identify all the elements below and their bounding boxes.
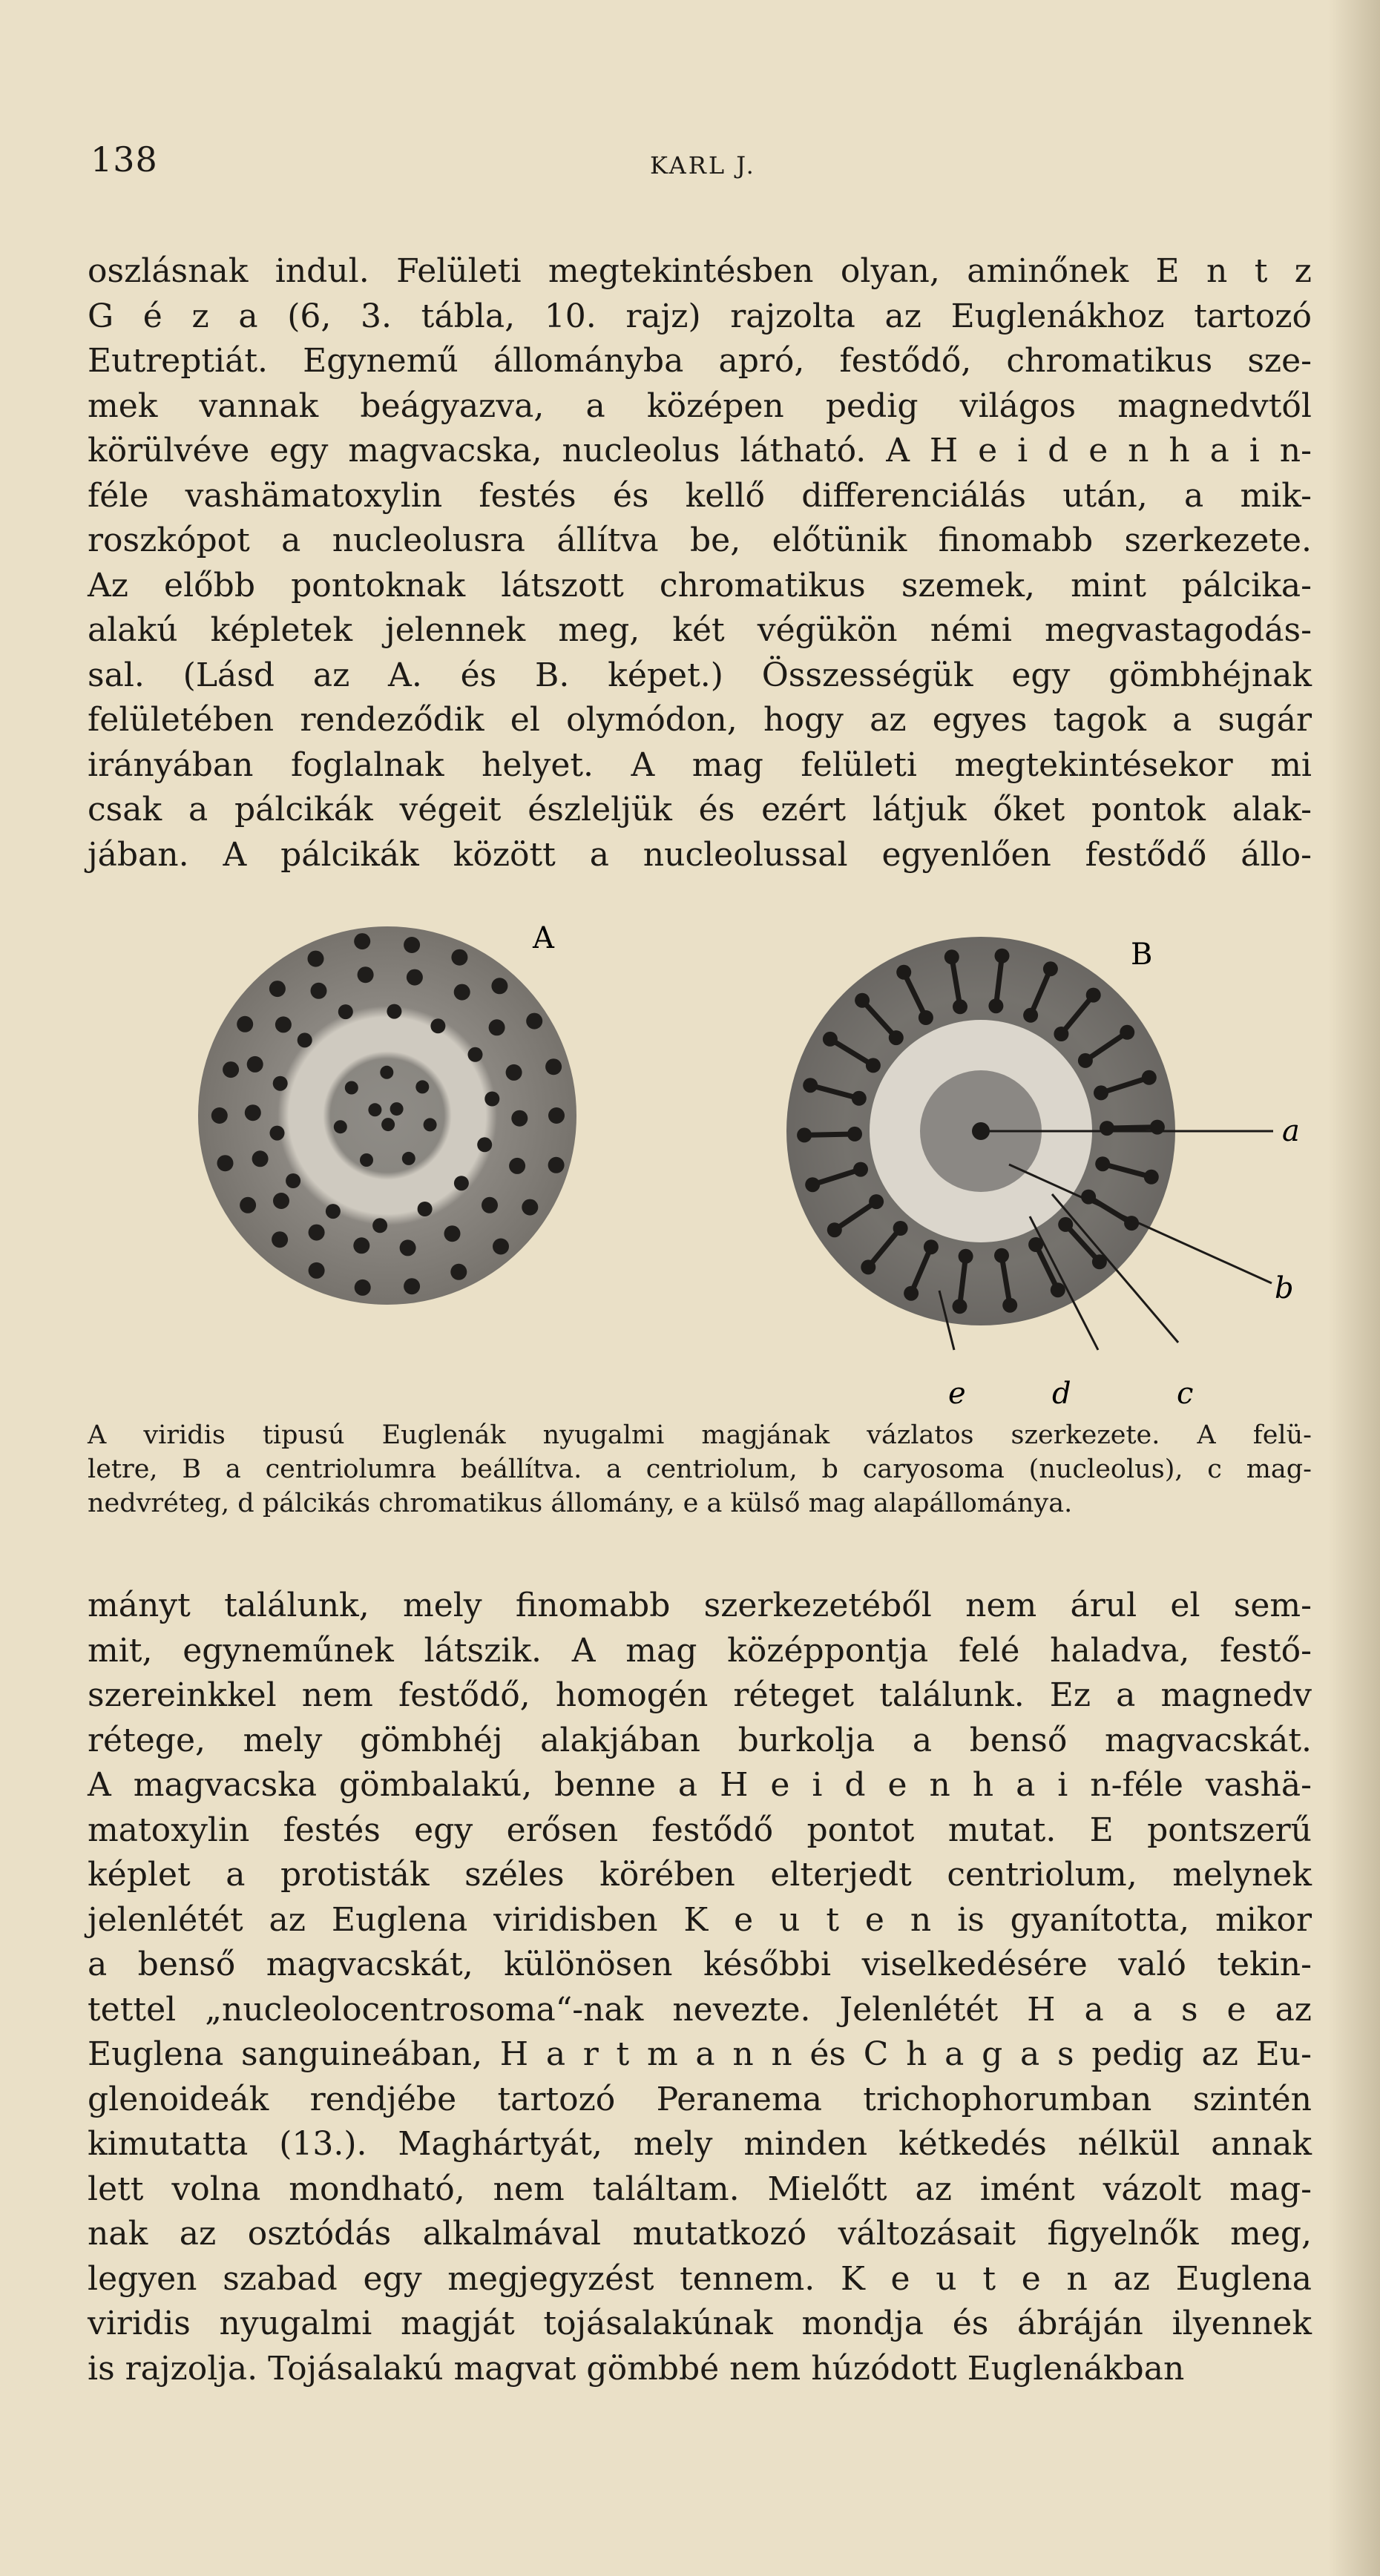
chromatin-dot: [355, 1279, 371, 1296]
rod-end-thickening: [953, 999, 967, 1014]
figure-caption: [88, 1418, 1312, 1521]
chromatin-dot: [415, 1080, 429, 1093]
rod-end-thickening: [959, 1249, 973, 1264]
chromatin-dot: [526, 1013, 542, 1030]
chromatin-dot: [404, 1278, 420, 1294]
page-number: 138: [91, 139, 158, 179]
pointer-label-b: b: [1275, 1271, 1294, 1305]
text-line: roszkópot a nucleolusra állítva be, előtünik finomabb szerkezete.: [88, 521, 1312, 559]
chromatin-dot: [326, 1204, 341, 1219]
chromatin-dot: [298, 1032, 312, 1047]
chromatin-dot: [372, 1218, 387, 1233]
chromatin-dot: [444, 1225, 461, 1242]
chromatin-dot: [468, 1047, 483, 1062]
rod-end-thickening: [1120, 1025, 1134, 1040]
chromatin-dot: [309, 1262, 325, 1279]
text-line: mek vannak beágyazva, a középen pedig világos magnedvtől: [88, 386, 1312, 425]
rod-end-thickening: [1094, 1085, 1108, 1100]
rod-end-thickening: [1095, 1156, 1110, 1171]
chromatin-dot: [404, 937, 420, 953]
chromatin-dot: [506, 1064, 522, 1081]
chromatin-dot: [334, 1120, 347, 1133]
chromatin-dot: [217, 1155, 234, 1171]
rod-end-thickening: [866, 1058, 881, 1073]
chromatin-dot: [522, 1199, 538, 1216]
text-line: lett volna mondható, nem találtam. Mielőtt az imént vázolt mag-: [88, 2170, 1312, 2208]
rod-end-thickening: [1086, 988, 1101, 1003]
text-line: is rajzolja. Tojásalakú magvat gömbbé nem húzódott Euglenákban: [88, 2349, 1185, 2388]
chromatin-dot: [345, 1081, 358, 1095]
rod-end-thickening: [944, 949, 959, 964]
text-line: oszlásnak indul. Felületi megtekintésben olyan, aminőnek E n t z: [88, 252, 1312, 290]
rod-end-thickening: [805, 1177, 820, 1192]
chromatin-dot: [402, 1152, 415, 1165]
text-line: mányt találunk, mely finomabb szerkezetéből nem árul el sem-: [88, 1587, 1312, 1624]
rod-end-thickening: [1144, 1170, 1159, 1185]
chromatin-dot: [418, 1202, 433, 1216]
text-line: a benső magvacskát, különösen későbbi viselkedésére való tekin-: [88, 1946, 1312, 1983]
rod-end-thickening: [1002, 1298, 1017, 1313]
rod-end-thickening: [1150, 1120, 1165, 1135]
text-line: A magvacska gömbalakú, benne a H e i d e n h a i n-féle vashä-: [88, 1766, 1312, 1804]
text-line: kimutatta (13.). Maghártyát, mely minden kétkedés nélkül annak: [88, 2125, 1312, 2163]
chromatin-dot: [338, 1004, 353, 1019]
text-line: képlet a protisták széles körében elterjedt centriolum, melynek: [88, 1856, 1312, 1894]
rod-end-thickening: [852, 1091, 867, 1106]
text-line: viridis nyugalmi magját tojásalakúnak mondja és ábráján ilyennek: [88, 2305, 1312, 2342]
rod-end-thickening: [855, 993, 870, 1008]
text-line: féle vashämatoxylin festés és kellő differenciálás után, a mik-: [88, 476, 1312, 515]
chromatin-dot: [477, 1137, 492, 1152]
nucleus-figure: [88, 905, 1312, 1417]
chromatin-dot: [286, 1173, 300, 1188]
text-line: legyen szabad egy megjegyzést tennem. K e u t e n az Euglena: [88, 2259, 1312, 2298]
rod-end-thickening: [823, 1032, 838, 1047]
chromatin-rod: [1107, 1127, 1157, 1129]
text-line: matoxylin festés egy erősen festődő pontot mutat. E pontszerű: [88, 1811, 1312, 1849]
rod-end-thickening: [847, 1127, 862, 1142]
rod-end-thickening: [869, 1194, 884, 1209]
rod-end-thickening: [988, 998, 1003, 1013]
chromatin-dot: [390, 1102, 404, 1116]
chromatin-dot: [400, 1239, 416, 1256]
text-line: alakú képletek jelennek meg, két végükön némi megvastagodás-: [88, 611, 1312, 649]
rod-end-thickening: [919, 1010, 933, 1025]
rod-end-thickening: [953, 1299, 967, 1314]
rod-end-thickening: [1100, 1121, 1114, 1136]
text-line: körülvéve egy magvacska, nucleolus látható. A H e i d e n h a i n-: [88, 432, 1312, 470]
rod-end-thickening: [861, 1259, 875, 1274]
chromatin-rod: [804, 1134, 855, 1136]
chromatin-dot: [309, 1225, 325, 1241]
pointer-label-a: a: [1282, 1114, 1300, 1148]
text-line: glenoideák rendjébe tartozó Peranema trichophorumban szintén: [88, 2080, 1312, 2118]
text-line: rétege, mely gömbhéj alakjában burkolja a benső magvacskát.: [88, 1721, 1312, 1759]
chromatin-dot: [454, 984, 470, 1001]
paragraph-2: [88, 1584, 1312, 2391]
chromatin-dot: [451, 949, 467, 966]
chromatin-dot: [270, 1126, 285, 1141]
chromatin-dot: [511, 1110, 528, 1127]
rod-end-thickening: [994, 1248, 1009, 1263]
page-edge-shadow: [1328, 0, 1380, 2576]
pointer-label-d: d: [1052, 1377, 1071, 1411]
text-line: sal. (Lásd az A. és B. képet.) Összességük egy gömbhéjnak: [88, 656, 1312, 694]
chromatin-dot: [269, 981, 286, 997]
running-head: KARL J.: [650, 151, 756, 179]
chromatin-dot: [358, 966, 374, 983]
chromatin-dot: [381, 1118, 395, 1131]
chromatin-dot: [484, 1092, 499, 1107]
text-line: csak a pálcikák végeit észleljük és ezért látjuk őket pontok alak-: [88, 791, 1312, 829]
rod-end-thickening: [1023, 1008, 1038, 1023]
text-line: Az előbb pontoknak látszott chromatikus szemek, mint pálcika-: [88, 566, 1312, 605]
rod-end-thickening: [1058, 1217, 1073, 1232]
chromatin-dot: [368, 1103, 381, 1116]
text-line: jában. A pálcikák között a nucleolussal egyenlően festődő állo-: [88, 835, 1312, 874]
text-line: szereinkkel nem festődő, homogén réteget találunk. Ez a magnedv: [88, 1676, 1312, 1714]
rod-end-thickening: [797, 1127, 812, 1142]
chromatin-dot: [450, 1264, 467, 1280]
chromatin-dot: [353, 1237, 369, 1254]
rod-end-thickening: [1054, 1027, 1068, 1041]
chromatin-dot: [275, 1016, 292, 1032]
caption-line: nedvréteg, d pálcikás chromatikus állomány, e a külső mag alapállománya.: [88, 1489, 1073, 1518]
chromatin-dot: [482, 1197, 498, 1213]
rod-end-thickening: [904, 1286, 919, 1301]
text-line: G é z a (6, 3. tábla, 10. rajz) rajzolta az Euglenákhoz tartozó: [88, 297, 1312, 335]
text-line: nak az osztódás alkalmával mutatkozó változásait figyelnők meg,: [88, 2215, 1312, 2253]
text-line: irányában foglalnak helyet. A mag felületi megtekintésekor mi: [88, 745, 1312, 784]
chromatin-dot: [308, 951, 324, 967]
chromatin-dot: [489, 1019, 505, 1035]
chromatin-dot: [491, 978, 507, 994]
caption-line: letre, B a centriolumra beállítva. a centriolum, b caryosoma (nucleolus), c mag-: [88, 1455, 1312, 1484]
nucleus-diagram: [88, 905, 1312, 1417]
text-line: jelenlétét az Euglena viridisben K e u t e n is gyanította, mikor: [88, 1900, 1312, 1939]
chromatin-dot: [387, 1004, 401, 1019]
chromatin-dot: [430, 1018, 445, 1033]
chromatin-dot: [545, 1058, 562, 1075]
chromatin-dot: [273, 1076, 288, 1091]
figure-label-a: A: [533, 921, 554, 955]
chromatin-dot: [311, 983, 327, 999]
chromatin-dot: [240, 1197, 256, 1213]
rod-end-thickening: [1043, 961, 1058, 976]
chromatin-dot: [509, 1158, 525, 1174]
chromatin-dot: [424, 1118, 437, 1131]
pointer-label-c: c: [1177, 1377, 1194, 1411]
paragraph-1: [88, 249, 1312, 877]
rod-end-thickening: [1078, 1053, 1093, 1068]
caption-line: A viridis tipusú Euglenák nyugalmi magjának vázlatos szerkezete. A felü-: [88, 1420, 1312, 1450]
chromatin-dot: [548, 1157, 565, 1173]
chromatin-dot: [252, 1150, 269, 1167]
nucleus-b: [786, 937, 1273, 1350]
rod-end-thickening: [995, 949, 1010, 963]
chromatin-dot: [354, 933, 370, 949]
chromatin-dot: [272, 1231, 288, 1248]
figure-label-b: B: [1131, 938, 1153, 972]
text-line: tettel „nucleolocentrosoma“-nak nevezte. Jelenlétét H a a s e az: [88, 1990, 1312, 2029]
rod-end-thickening: [827, 1222, 842, 1237]
chromatin-dot: [237, 1016, 253, 1032]
chromatin-dot: [247, 1056, 263, 1073]
chromatin-dot: [223, 1061, 239, 1078]
chromatin-dot: [407, 969, 423, 986]
rod-end-thickening: [896, 965, 911, 980]
text-line: Euglena sanguineában, H a r t m a n n és C h a g a s pedig az Eu-: [88, 2035, 1312, 2073]
text-line: felületében rendeződik el olymódon, hogy az egyes tagok a sugár: [88, 701, 1312, 739]
text-line: mit, egyneműnek látszik. A mag középpontja felé haladva, festő-: [88, 1631, 1312, 1670]
rod-end-thickening: [803, 1078, 818, 1093]
pointer-label-e: e: [948, 1377, 966, 1411]
chromatin-dot: [273, 1193, 289, 1209]
chromatin-dot: [380, 1066, 393, 1079]
nucleus-a: [198, 926, 576, 1305]
rod-end-thickening: [889, 1030, 904, 1045]
chromatin-dot: [211, 1107, 228, 1124]
chromatin-dot: [245, 1104, 261, 1121]
chromatin-dot: [548, 1107, 565, 1124]
chromatin-dot: [493, 1239, 509, 1255]
text-line: Eutreptiát. Egynemű állományba apró, festődő, chromatikus sze-: [88, 342, 1312, 380]
rod-end-thickening: [1051, 1282, 1065, 1297]
rod-end-thickening: [924, 1239, 939, 1254]
chromatin-dot: [360, 1153, 373, 1167]
rod-end-thickening: [1142, 1070, 1157, 1085]
chromatin-dot: [454, 1176, 469, 1190]
rod-end-thickening: [853, 1162, 868, 1177]
rod-end-thickening: [893, 1221, 908, 1236]
